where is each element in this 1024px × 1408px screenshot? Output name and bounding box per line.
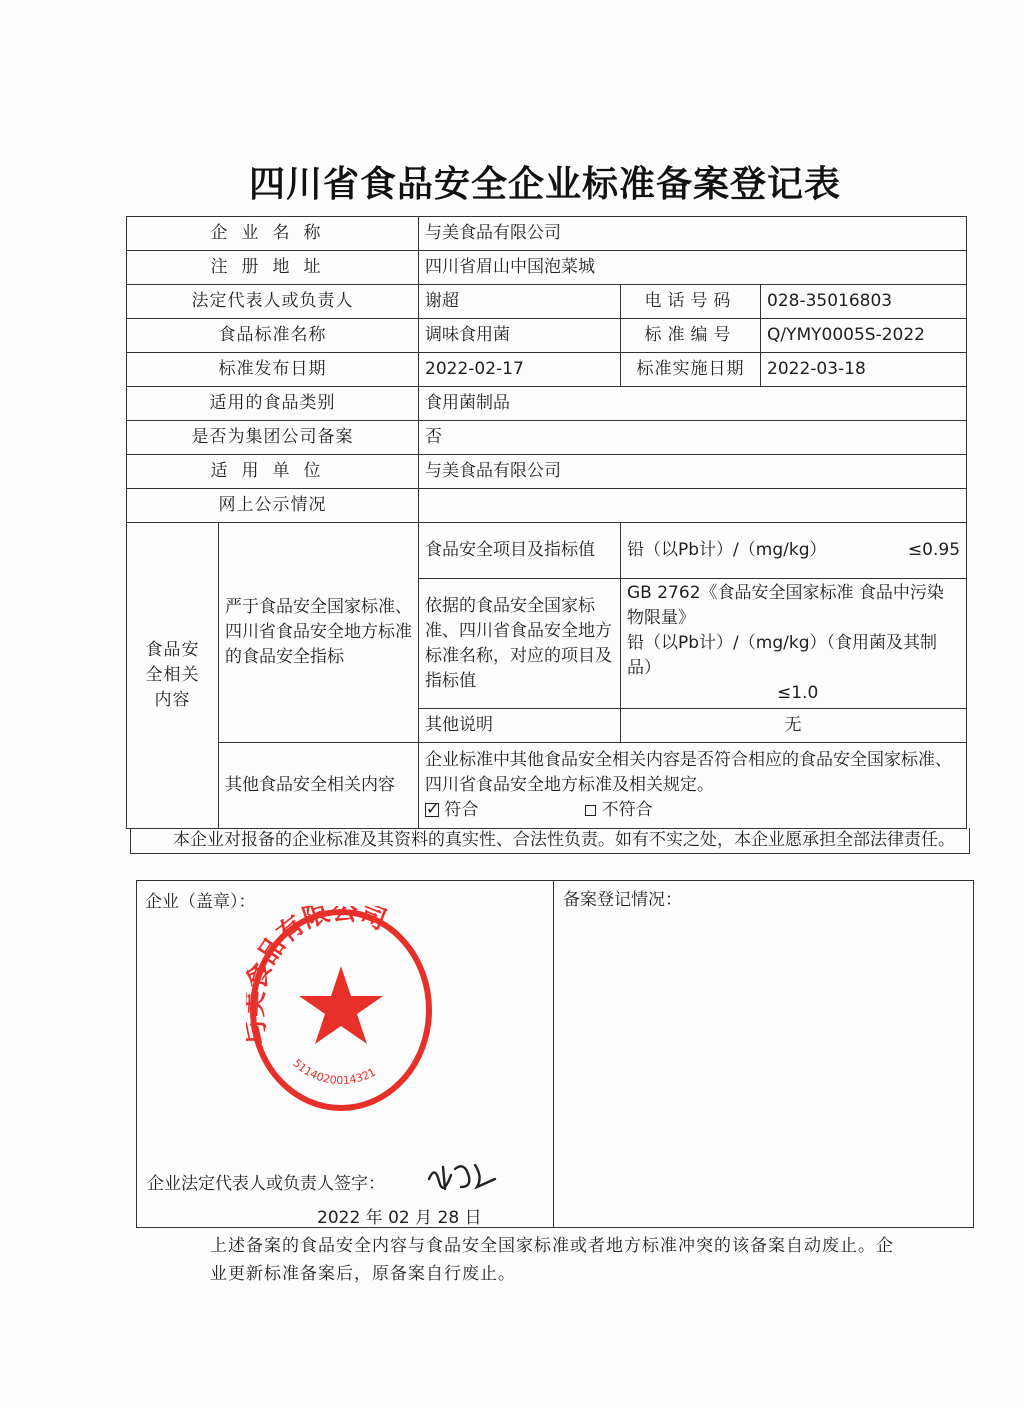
date-month: 02 [388, 1208, 410, 1228]
legal-rep-label: 法定代表人或负责人 [127, 285, 419, 319]
category-value: 食用菌制品 [419, 387, 967, 421]
svg-text:与美食品有限公司 [246, 906, 390, 1048]
sign-date [317, 1203, 482, 1228]
standard-code-value: Q/YMY0005S-2022 [761, 319, 967, 353]
date-month-unit: 月 [415, 1208, 433, 1228]
date-year-unit: 年 [365, 1208, 383, 1228]
online-publicity-label: 网上公示情况 [127, 489, 419, 523]
impl-date-label: 标准实施日期 [621, 353, 761, 387]
other-content-value [419, 743, 967, 829]
phone-label: 电话号码 [621, 285, 761, 319]
seal-label: 企业（盖章）： [145, 892, 256, 912]
impl-date-value: 2022-03-18 [761, 353, 967, 387]
company-seal [246, 906, 436, 1112]
applicable-unit-label: 适用单位 [127, 455, 419, 489]
safety-items-label: 食品安全项目及指标值 [419, 523, 621, 579]
other-content-label: 其他食品安全相关内容 [219, 743, 419, 829]
phone-value: 028-35016803 [761, 285, 967, 319]
other-content-text: 企业标准中其他食品安全相关内容是否符合相应的食品安全国家标准、四川省食品安全地方标准及相关规定。 [425, 750, 952, 795]
safety-items-value [621, 523, 967, 579]
legal-rep-value: 谢超 [419, 285, 621, 319]
standard-name-label: 食品标准名称 [127, 319, 419, 353]
signature-label: 企业法定代表人或负责人签字： [147, 1174, 385, 1194]
safety-items-limit: ≤0.95 [907, 540, 961, 560]
publish-date-value: 2022-02-17 [419, 353, 621, 387]
basis-standard: GB 2762《食品安全国家标准 食品中污染物限量》 [627, 583, 944, 628]
svg-text:5114020014321 [290, 1057, 378, 1087]
group-filing-label: 是否为集团公司备案 [127, 421, 419, 455]
seal-number: 5114020014321 [290, 1056, 378, 1088]
registration-label: 备案登记情况： [563, 890, 682, 910]
safety-section-label: 食品安全相关内容 [127, 523, 219, 829]
not-comply-label: 不符合 [601, 800, 653, 820]
address-label: 注册地址 [127, 251, 419, 285]
not-comply-checkbox[interactable] [585, 805, 596, 816]
company-name-label: 企业名称 [127, 217, 419, 251]
address-value: 四川省眉山中国泡菜城 [419, 251, 967, 285]
section-divider [553, 881, 554, 1227]
page-title: 四川省食品安全企业标准备案登记表 [248, 164, 841, 205]
company-name-value: 与美食品有限公司 [419, 217, 967, 251]
standard-name-value: 调味食用菌 [419, 319, 621, 353]
safety-items-text: 铅（以Pb计）/（mg/kg） [627, 540, 827, 560]
standard-code-label: 标准编号 [621, 319, 761, 353]
publish-date-label: 标准发布日期 [127, 353, 419, 387]
seal-stamp-icon [246, 906, 436, 1112]
basis-value [621, 579, 967, 709]
date-day-unit: 日 [464, 1208, 482, 1228]
other-note-value: 无 [621, 709, 967, 743]
seal-text: 品有限公司 [252, 906, 391, 970]
footer-note: 上述备案的食品安全内容与食品安全国家标准或者地方标准冲突的该备案自动废止。企业更新标准备案后，原备案自行废止。 [210, 1236, 894, 1284]
declaration: 本企业对报备的企业标准及其资料的真实性、合法性负责。如有不实之处，本企业愿承担全部法律责任。 [130, 828, 970, 854]
applicable-unit-value: 与美食品有限公司 [419, 455, 967, 489]
date-year: 2022 [317, 1208, 361, 1228]
stricter-indicators-label: 严于食品安全国家标准、四川省食品安全地方标准的食品安全指标 [219, 523, 419, 743]
basis-limit: ≤1.0 [777, 683, 819, 703]
category-label: 适用的食品类别 [127, 387, 419, 421]
online-publicity-value [419, 489, 967, 523]
other-note-label: 其他说明 [419, 709, 621, 743]
basis-label: 依据的食品安全国家标准、四川省食品安全地方标准名称，对应的项目及指标值 [419, 579, 621, 709]
signature-icon [425, 1157, 505, 1197]
comply-label: 符合 [444, 800, 479, 820]
date-day: 28 [437, 1208, 460, 1228]
basis-item: 铅（以Pb计）/（mg/kg）（食用菌及其制品） [627, 633, 937, 678]
group-filing-value: 否 [419, 421, 967, 455]
compliance-options [425, 798, 960, 823]
handwritten-signature [425, 1157, 505, 1205]
registration-form-table [126, 216, 967, 829]
comply-checkbox[interactable] [425, 803, 439, 817]
